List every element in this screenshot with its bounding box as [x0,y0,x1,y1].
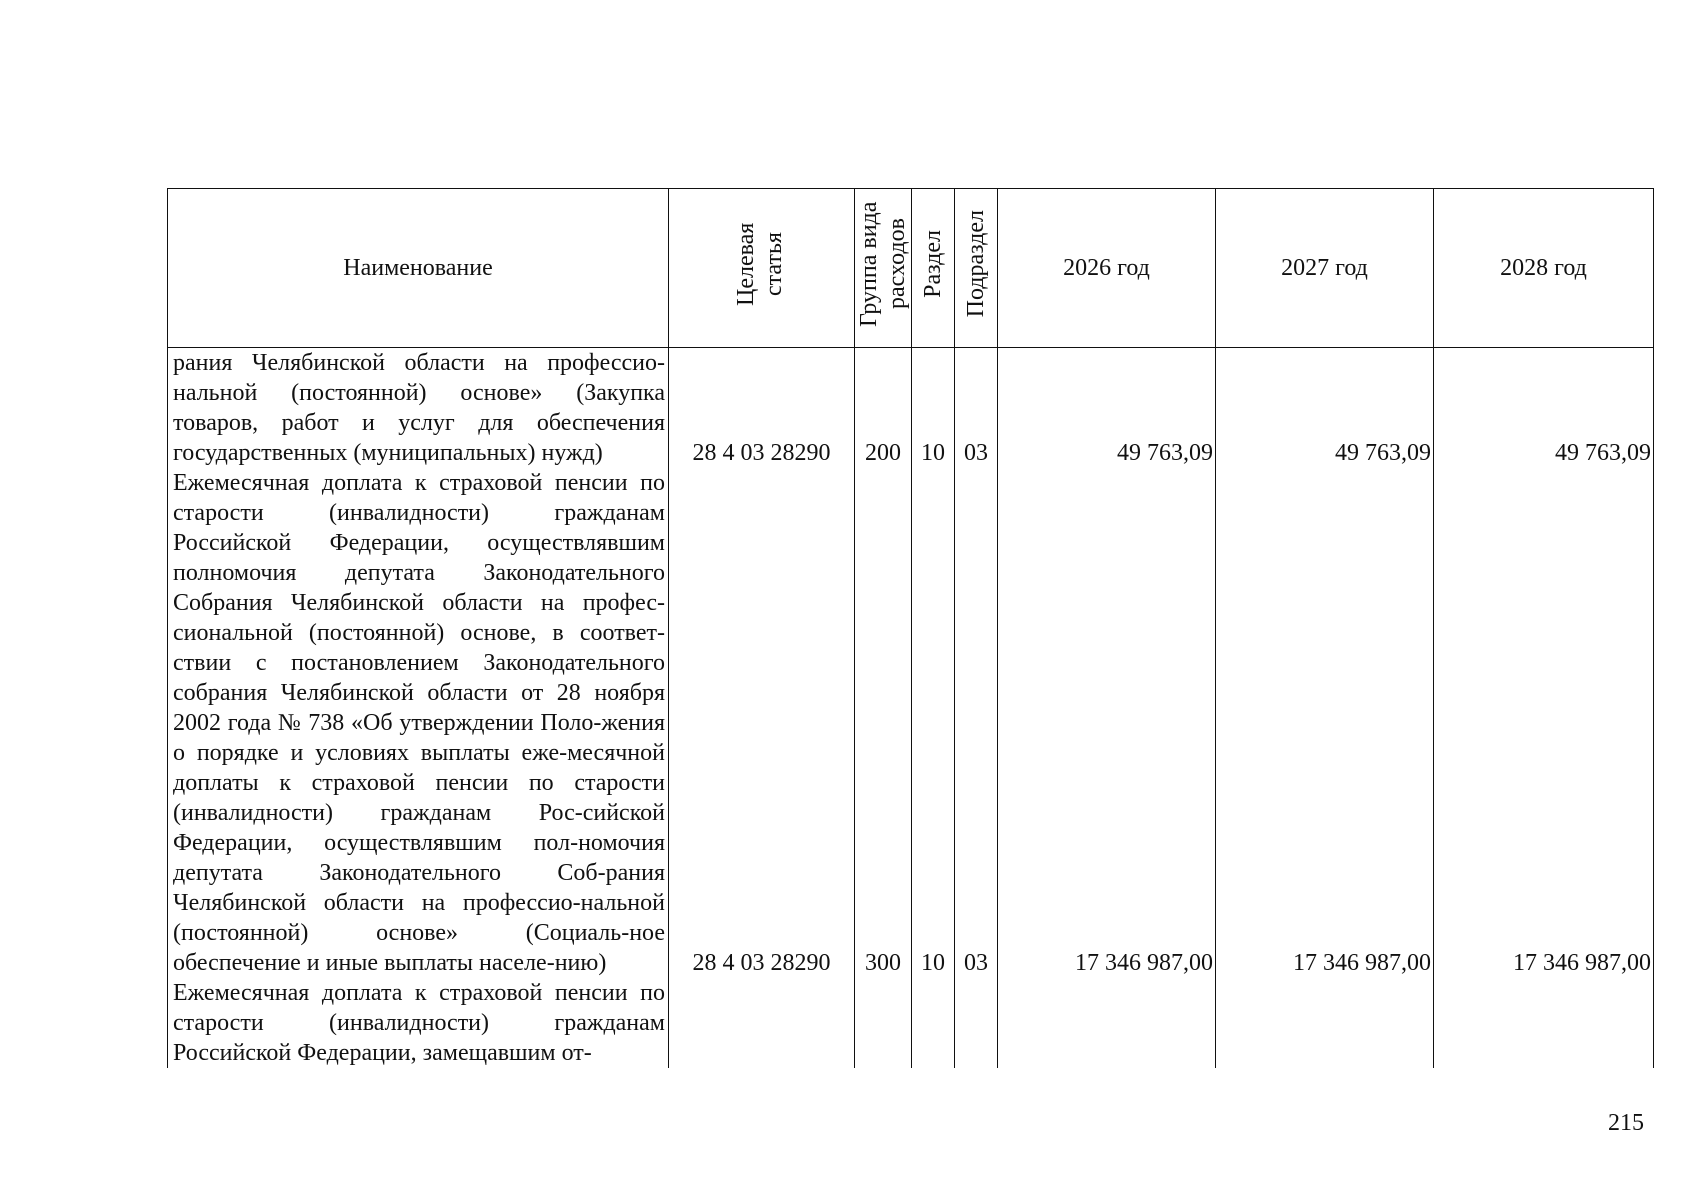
row-target-article: 28 4 03 28290 [669,468,855,978]
row-year-2027 [1216,978,1434,1068]
page-number: 215 [1608,1110,1644,1136]
row-year-2027: 49 763,09 [1216,348,1434,469]
row-year-2026: 17 346 987,00 [998,468,1216,978]
row-subsection: 03 [955,348,998,469]
budget-table [167,188,1654,1068]
header-expense-group: Группа вида расходов [855,189,912,348]
row-section: 10 [912,348,955,469]
row-year-2027: 17 346 987,00 [1216,468,1434,978]
table-row [168,348,1654,469]
header-year-2026: 2026 год [998,189,1216,348]
table-row [168,978,1654,1068]
table-header-row [168,189,1654,348]
row-name: Ежемесячная доплата к страховой пенсии по старости (инвалидности) гражданам Российской Федерации, замещавшим от- [168,978,669,1068]
row-name: рания Челябинской области на профессио-нальной (постоянной) основе» (Закупка товаров, работ и услуг для обеспечения государственных (муниципальных) нужд) [168,348,669,469]
header-target-article: Целевая статья [669,189,855,348]
row-year-2028: 49 763,09 [1434,348,1654,469]
row-name: Ежемесячная доплата к страховой пенсии по старости (инвалидности) гражданам Российской Федерации, осуществлявшим полномочия депутата Законодательного Собрания Челябинской области на профес-сиональной (постоянной) основе, в соответ-ствии с постановлением Законодательного собрания Челябинской области от 28 ноября 2002 года № 738 «Об утверждении Поло-жения о порядке и условиях выплаты еже-месячной доплаты к страховой пенсии по старости (инвалидности) гражданам Рос-сийской Федерации, осуществлявшим пол-номочия депутата Законодательного Соб-рания Челябинской области на профессио-нальной (постоянной) основе» (Социаль-ное обеспечение и иные выплаты населе-нию) [168,468,669,978]
header-year-2027: 2027 год [1216,189,1434,348]
header-year-2028: 2028 год [1434,189,1654,348]
row-target-article [669,978,855,1068]
row-year-2026: 49 763,09 [998,348,1216,469]
header-section: Раздел [912,189,955,348]
row-subsection [955,978,998,1068]
row-section: 10 [912,468,955,978]
row-year-2028: 17 346 987,00 [1434,468,1654,978]
row-year-2026 [998,978,1216,1068]
header-subsection: Подраздел [955,189,998,348]
row-section [912,978,955,1068]
row-expense-group [855,978,912,1068]
row-expense-group: 300 [855,468,912,978]
row-expense-group: 200 [855,348,912,469]
row-subsection: 03 [955,468,998,978]
row-year-2028 [1434,978,1654,1068]
row-target-article: 28 4 03 28290 [669,348,855,469]
header-name: Наименование [168,189,669,348]
table-row [168,468,1654,978]
